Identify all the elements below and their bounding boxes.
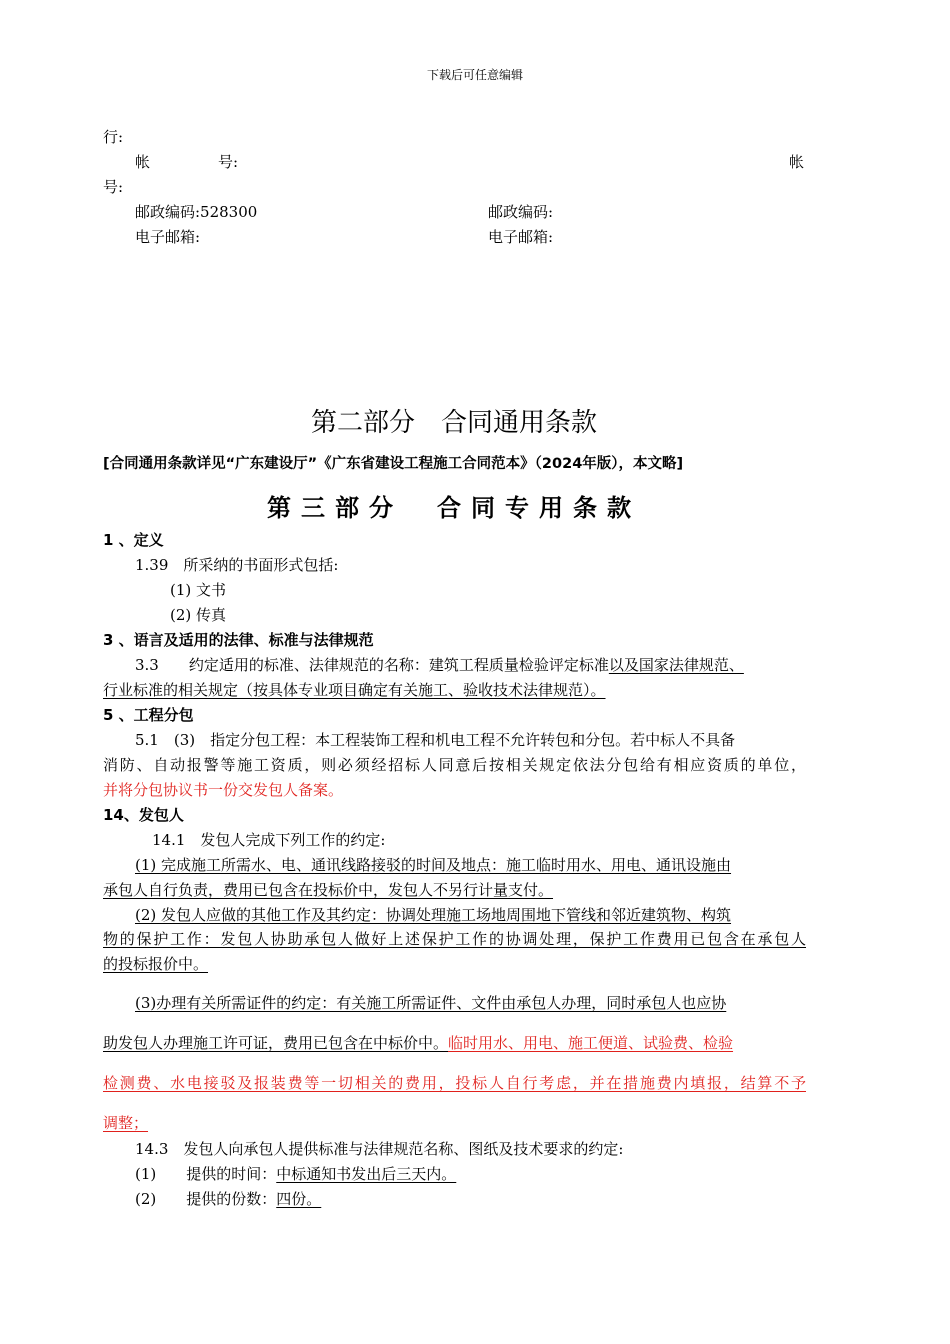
provide-copies-value: 四份。 — [276, 1190, 322, 1208]
clause-14-1-p1-line1: (1) 完成施工所需水、电、通讯线路接驳的时间及地点：施工临时用水、用电、通讯设施由 — [135, 856, 732, 874]
provide-time-value: 中标通知书发出后三天内。 — [276, 1165, 457, 1183]
clause-3-3-underlined: 以及国家法律规范、 — [608, 656, 744, 674]
clause-14-3-r1 — [135, 1165, 456, 1184]
provide-copies-label: (2) 提供的份数： — [135, 1190, 277, 1208]
section-14-heading: 14、发包人 — [103, 806, 184, 824]
part3-title: 第三部分 合同专用条款 — [267, 494, 641, 522]
clause-14-1-p3-line2 — [103, 1034, 733, 1053]
clause-14-1-p2-line2: 物的保护工作：发包人协助承包人做好上述保护工作的协调处理，保护工作费用已包含在承包人 — [103, 930, 806, 948]
postcode-right: 邮政编码: — [488, 203, 554, 221]
provide-time-label: (1) 提供的时间： — [135, 1165, 277, 1183]
part2-note: [合同通用条款详见“广东建设厅”《广东省建设工程施工合同范本》（2024年版），本文略] — [103, 456, 684, 472]
clause-14-1-p1-line2: 承包人自行负责，费用已包含在投标价中，发包人不另行计量支付。 — [103, 881, 554, 899]
account-label-wrap: 号: — [103, 178, 124, 196]
account-label-left: 帐 — [135, 153, 151, 171]
section-5-heading: 5 、工程分包 — [103, 706, 194, 724]
account-label-left-suffix: 号: — [218, 153, 239, 171]
clause-14-1-p2-line1: (2) 发包人应做的其他工作及其约定：协调处理施工场地周围地下管线和邻近建筑物、构筑 — [135, 906, 732, 924]
clause-14-1-p3-line2-text: 助发包人办理施工许可证，费用已包含在中标价中。 — [103, 1034, 449, 1052]
account-label-right: 帐 — [789, 153, 805, 171]
clause-5-1-line3: 并将分包协议书一份交发包人备案。 — [103, 781, 344, 799]
clause-3-3-line2: 行业标准的相关规定（按具体专业项目确定有关施工、验收技术法律规范）。 — [103, 681, 606, 699]
section-3-heading: 3 、语言及适用的法律、标准与法律规范 — [103, 631, 374, 649]
clause-14-1-p3-line1: (3)办理有关所需证件的约定：有关施工所需证件、文件由承包人办理，同时承包人也应协 — [135, 994, 727, 1012]
clause-14-1-p2-line3: 的投标报价中。 — [103, 955, 209, 973]
clause-5-1-line1: 5.1 (3) 指定分包工程：本工程装饰工程和机电工程不允许转包和分包。若中标人不具备 — [135, 731, 736, 749]
clause-3-3-line1 — [135, 656, 744, 675]
clause-14-3-r2 — [135, 1190, 321, 1209]
form-option-1: (1) 文书 — [170, 581, 227, 599]
clause-1-39: 1.39 所采纳的书面形式包括: — [135, 556, 339, 574]
clause-14-1: 14.1 发包人完成下列工作的约定: — [152, 831, 386, 849]
email-right: 电子邮箱: — [488, 228, 554, 246]
bank-line-tail: 行: — [103, 128, 124, 146]
clause-14-3: 14.3 发包人向承包人提供标准与法律规范名称、图纸及技术要求的约定: — [135, 1140, 624, 1158]
part2-title: 第二部分 合同通用条款 — [310, 408, 597, 438]
clause-14-1-p3-line4: 调整； — [103, 1114, 149, 1132]
form-option-2: (2) 传真 — [170, 606, 227, 624]
clause-5-1-line2: 消防、自动报警等施工资质，则必须经招标人同意后按相关规定依法分包给有相应资质的单位， — [103, 756, 806, 774]
email-left: 电子邮箱: — [135, 228, 201, 246]
clause-14-1-p3-line3: 检测费、水电接驳及报装费等一切相关的费用，投标人自行考虑，并在措施费内填报，结算不予 — [103, 1074, 806, 1092]
postcode-left: 邮政编码:528300 — [135, 203, 258, 221]
clause-14-1-p3-line2-red: 临时用水、用电、施工便道、试验费、检验 — [448, 1034, 734, 1052]
page-header: 下载后可任意编辑 — [426, 68, 523, 82]
clause-3-3-text: 3.3 约定适用的标准、法律规范的名称：建筑工程质量检验评定标准 — [135, 656, 609, 674]
section-1-heading: 1 、定义 — [103, 531, 164, 549]
